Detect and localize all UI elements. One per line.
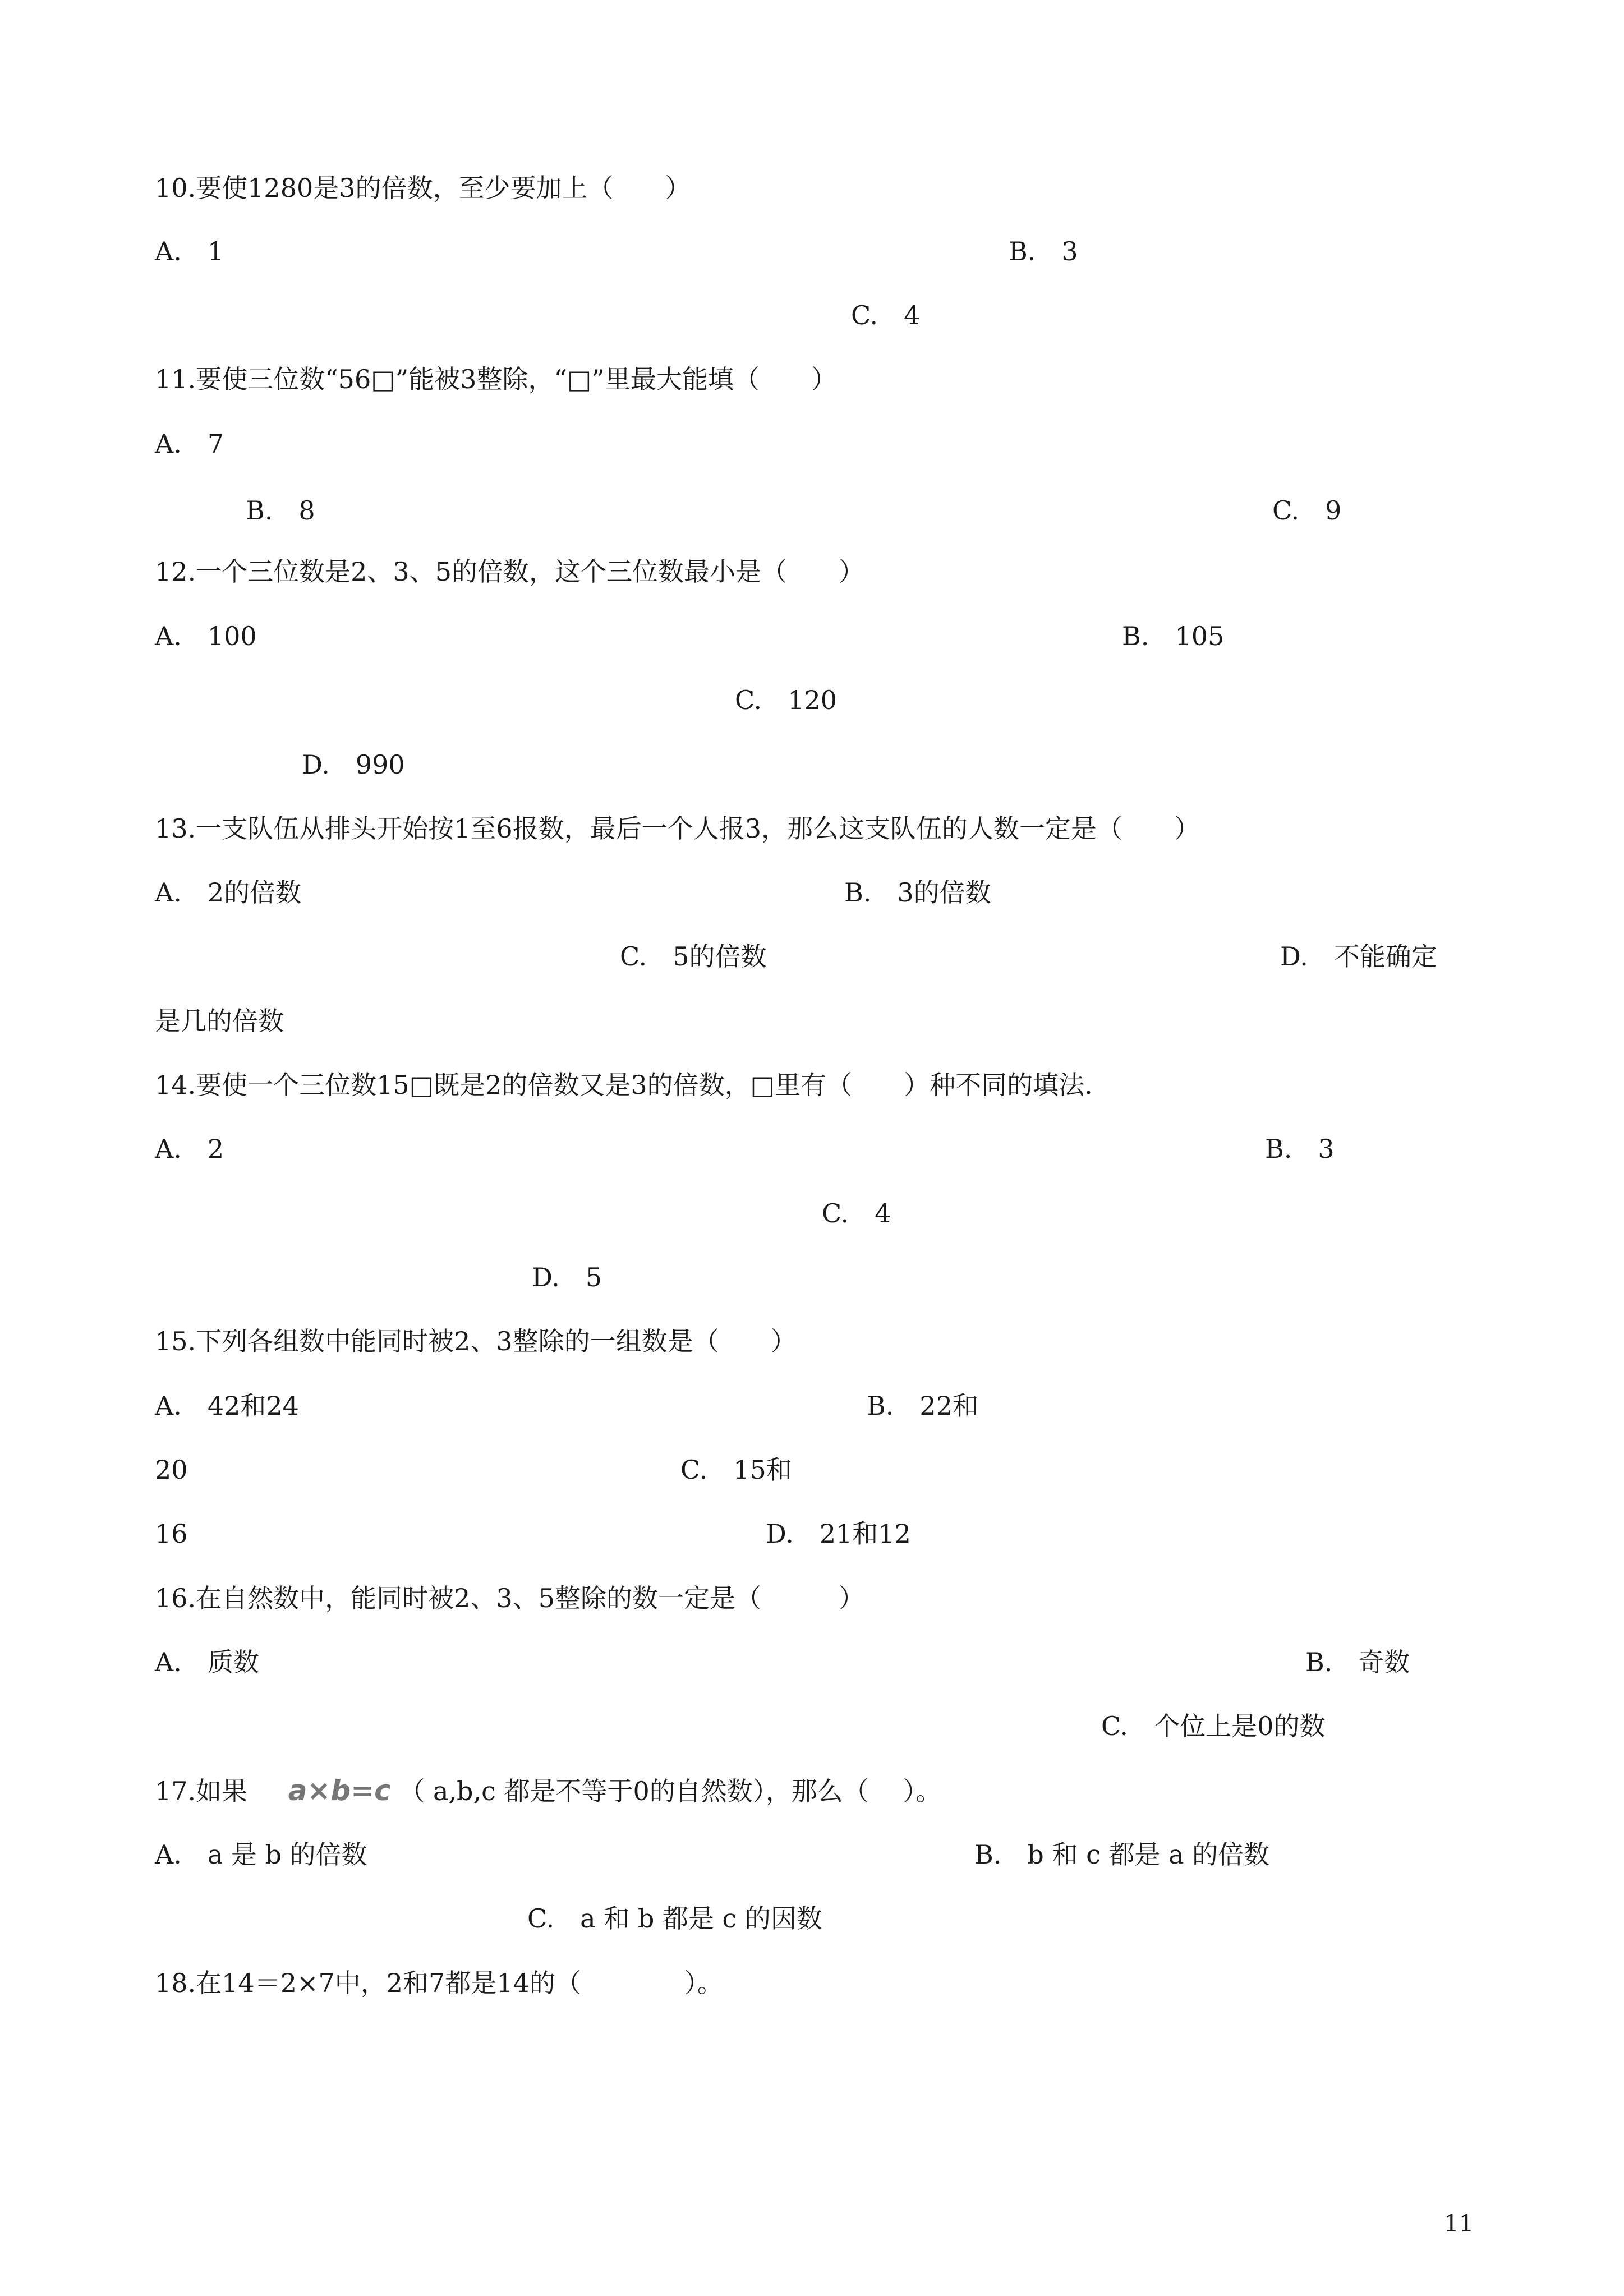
question-17-stem-prefix: 17.如果 (155, 1776, 248, 1806)
question-10-option-a: A. 1 (155, 236, 224, 266)
question-17-equation: a×b=c (288, 1774, 391, 1807)
question-12-stem: 12.一个三位数是2、3、5的倍数，这个三位数最小是（ ） (155, 556, 864, 587)
question-12-option-b: B. 105 (1122, 621, 1225, 651)
question-15-option-d: D. 21和12 (766, 1519, 911, 1549)
question-10-stem: 10.要使1280是3的倍数，至少要加上（ ） (155, 173, 691, 203)
question-14-option-c: C. 4 (822, 1198, 891, 1228)
question-12-option-c: C. 120 (735, 685, 837, 715)
question-18-stem: 18.在14＝2×7中，2和7都是14的（ ）。 (155, 1968, 723, 1998)
question-13-option-c: C. 5的倍数 (620, 941, 767, 972)
question-14-stem: 14.要使一个三位数15□既是2的倍数又是3的倍数，□里有（ ）种不同的填法. (155, 1070, 1093, 1100)
question-13-option-d: D. 不能确定 (1280, 941, 1437, 972)
question-15-option-b-continued: 20 (155, 1455, 188, 1485)
question-15-stem: 15.下列各组数中能同时被2、3整除的一组数是（ ） (155, 1326, 797, 1356)
question-14-option-a: A. 2 (155, 1134, 224, 1164)
question-11-option-c: C. 9 (1272, 495, 1342, 526)
question-17-stem (155, 1774, 941, 1808)
question-15-option-c: C. 15和 (680, 1455, 792, 1485)
question-14-option-b: B. 3 (1265, 1134, 1335, 1164)
question-17-stem-suffix: （ a,b,c 都是不等于0的自然数），那么（ ）。 (399, 1776, 942, 1806)
question-12-option-a: A. 100 (155, 621, 257, 651)
question-10-option-c: C. 4 (851, 300, 921, 330)
question-13-option-b: B. 3的倍数 (844, 877, 991, 908)
question-15-option-b: B. 22和 (867, 1391, 978, 1421)
question-17-option-a: A. a 是 b 的倍数 (155, 1839, 367, 1870)
question-10-option-b: B. 3 (1009, 236, 1078, 266)
question-15-option-a: A. 42和24 (155, 1391, 299, 1421)
question-13-stem: 13.一支队伍从排头开始按1至6报数，最后一个人报3，那么这支队伍的人数一定是（ ） (155, 813, 1200, 844)
question-13-option-a: A. 2的倍数 (155, 877, 302, 908)
page-number: 11 (1444, 2210, 1474, 2237)
question-13-option-d-continued: 是几的倍数 (155, 1006, 284, 1036)
question-14-option-d: D. 5 (532, 1262, 602, 1292)
question-16-option-a: A. 质数 (155, 1647, 259, 1677)
question-12-option-d: D. 990 (302, 749, 405, 780)
question-16-stem: 16.在自然数中，能同时被2、3、5整除的数一定是（ ） (155, 1583, 864, 1613)
question-16-option-c: C. 个位上是0的数 (1101, 1711, 1326, 1741)
question-11-option-a: A. 7 (155, 429, 224, 459)
question-16-option-b: B. 奇数 (1305, 1647, 1410, 1677)
question-17-option-b: B. b 和 c 都是 a 的倍数 (974, 1839, 1270, 1870)
question-11-option-b: B. 8 (246, 495, 315, 526)
question-11-stem: 11.要使三位数“56□”能被3整除，“□”里最大能填（ ） (155, 364, 837, 394)
question-15-option-c-continued: 16 (155, 1519, 188, 1549)
question-17-option-c: C. a 和 b 都是 c 的因数 (527, 1903, 822, 1934)
